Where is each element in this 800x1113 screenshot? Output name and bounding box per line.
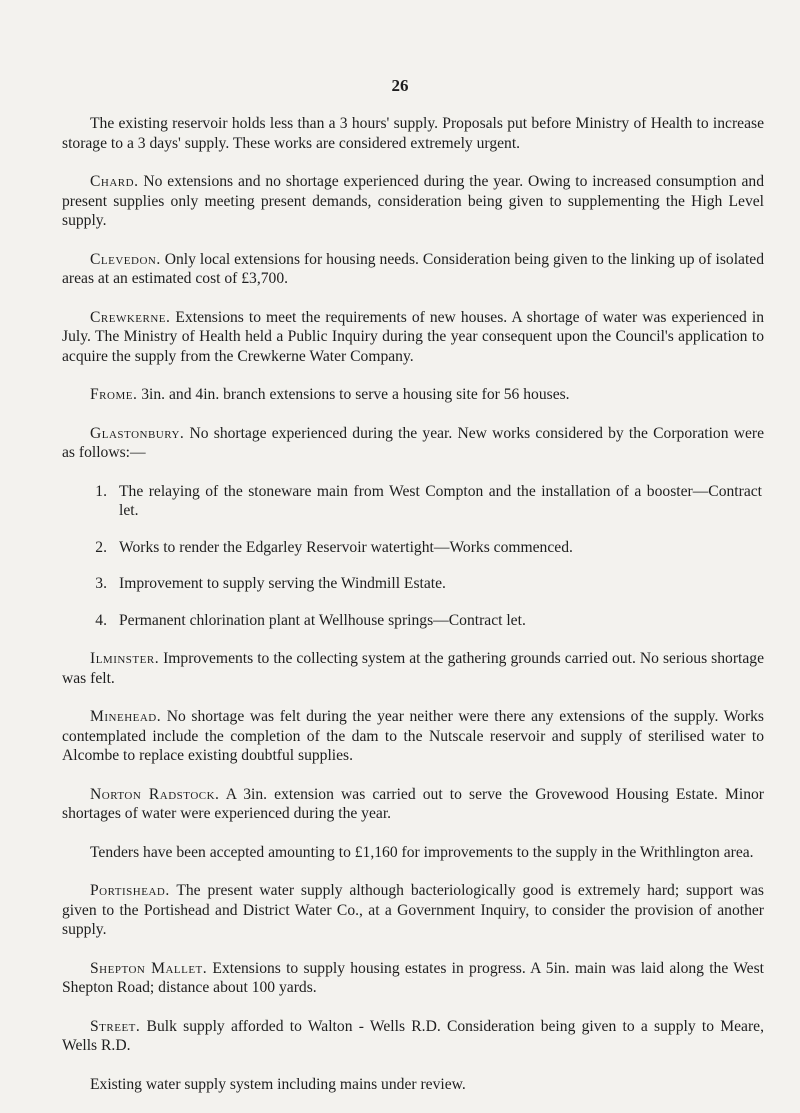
- place-heading: Clevedon.: [90, 250, 161, 268]
- list-text: Permanent chlorination plant at Wellhouse springs—Contract let.: [119, 611, 526, 629]
- paragraph-text: No shortage was felt during the year neither were there any extensions of the supply. Works contemplated include the completion of the dam to the Nutscale reservoir and supply of sterilised water to Alcombe to replace existing doubtful supplies.: [62, 708, 764, 764]
- place-heading: Shepton Mallet.: [90, 959, 208, 977]
- list-text: The relaying of the stoneware main from West Compton and the installation of a booster—Contract let.: [119, 482, 762, 519]
- list-number: 2.: [95, 538, 107, 556]
- list-number: 3.: [95, 575, 107, 592]
- paragraph: [62, 707, 764, 766]
- list-item: [62, 574, 764, 594]
- paragraph: [62, 649, 764, 688]
- page-number: 26: [391, 76, 409, 95]
- paragraph: [62, 250, 764, 289]
- paragraph: [62, 959, 764, 998]
- place-heading: Norton Radstock.: [90, 785, 220, 803]
- document-body: [62, 114, 764, 1113]
- place-heading: Crewkerne.: [90, 308, 171, 326]
- list-item: [62, 482, 764, 521]
- paragraph: [62, 881, 764, 940]
- place-heading: Glastonbury.: [90, 424, 185, 442]
- list-item: [62, 538, 764, 558]
- paragraph-text: Tenders have been accepted amounting to £1,160 for improvements to the supply in the Writhlington area.: [90, 843, 754, 861]
- paragraph-text: No extensions and no shortage experienced during the year. Owing to increased consumption and present supplies only meeting present demands, consideration being given to supplementing the High Level supply.: [62, 173, 764, 229]
- paragraph: [62, 1017, 764, 1056]
- paragraph-text: Improvements to the collecting system at the gathering grounds carried out. No serious shortage was felt.: [62, 650, 764, 687]
- place-heading: Ilminster.: [90, 650, 160, 667]
- paragraph: [62, 172, 764, 231]
- paragraphs-before: [62, 114, 764, 463]
- paragraph: [62, 785, 764, 824]
- paragraph-text: Bulk supply afforded to Walton - Wells R.D. Consideration being given to a supply to Meare, Wells R.D.: [62, 1017, 764, 1054]
- list-item: [62, 611, 764, 631]
- list-text: Works to render the Edgarley Reservoir watertight—Works commenced.: [119, 538, 573, 556]
- list-number: 1.: [95, 482, 107, 500]
- paragraph-text: 3in. and 4in. branch extensions to serve a housing site for 56 houses.: [137, 386, 570, 403]
- list-number: 4.: [95, 611, 107, 629]
- paragraphs-after: [62, 649, 764, 1094]
- place-heading: Minehead.: [90, 708, 162, 725]
- place-heading: Frome.: [90, 386, 138, 403]
- paragraph-text: No shortage experienced during the year. New works considered by the Corporation were as follows:—: [62, 424, 764, 461]
- place-heading: Chard.: [90, 173, 139, 190]
- paragraph-text: Existing water supply system including mains under review.: [90, 1075, 466, 1093]
- list-text: Improvement to supply serving the Windmill Estate.: [119, 575, 446, 592]
- paragraph: [62, 424, 764, 463]
- paragraph: [62, 1075, 764, 1095]
- paragraph-text: The existing reservoir holds less than a 3 hours' supply. Proposals put before Ministry of Health to increase storage to a 3 days' supply. These works are considered extremely urgent.: [62, 115, 764, 152]
- paragraph: [62, 385, 764, 405]
- paragraph: [62, 843, 764, 863]
- paragraph: [62, 114, 764, 153]
- paragraph-text: Extensions to supply housing estates in progress. A 5in. main was laid along the West Shepton Road; distance about 100 yards.: [62, 959, 764, 996]
- paragraph-text: A 3in. extension was carried out to serve the Grovewood Housing Estate. Minor shortages of water were experienced during the year.: [62, 785, 764, 822]
- paragraph-text: The present water supply although bacteriologically good is extremely hard; support was given to the Portishead and District Water Co., at a Government Inquiry, to consider the provision of another supply.: [62, 882, 764, 938]
- place-heading: Portishead.: [90, 882, 170, 899]
- paragraph-text: Only local extensions for housing needs. Consideration being given to the linking up of isolated areas at an estimated cost of £3,700.: [62, 250, 764, 287]
- paragraph-text: Extensions to meet the requirements of new houses. A shortage of water was experienced in July. The Ministry of Health held a Public Inquiry during the year consequent upon the Council's application to acquire the supply from the Crewkerne Water Company.: [62, 308, 764, 365]
- numbered-list: [62, 482, 764, 631]
- paragraph: [62, 308, 764, 367]
- place-heading: Street.: [90, 1017, 141, 1035]
